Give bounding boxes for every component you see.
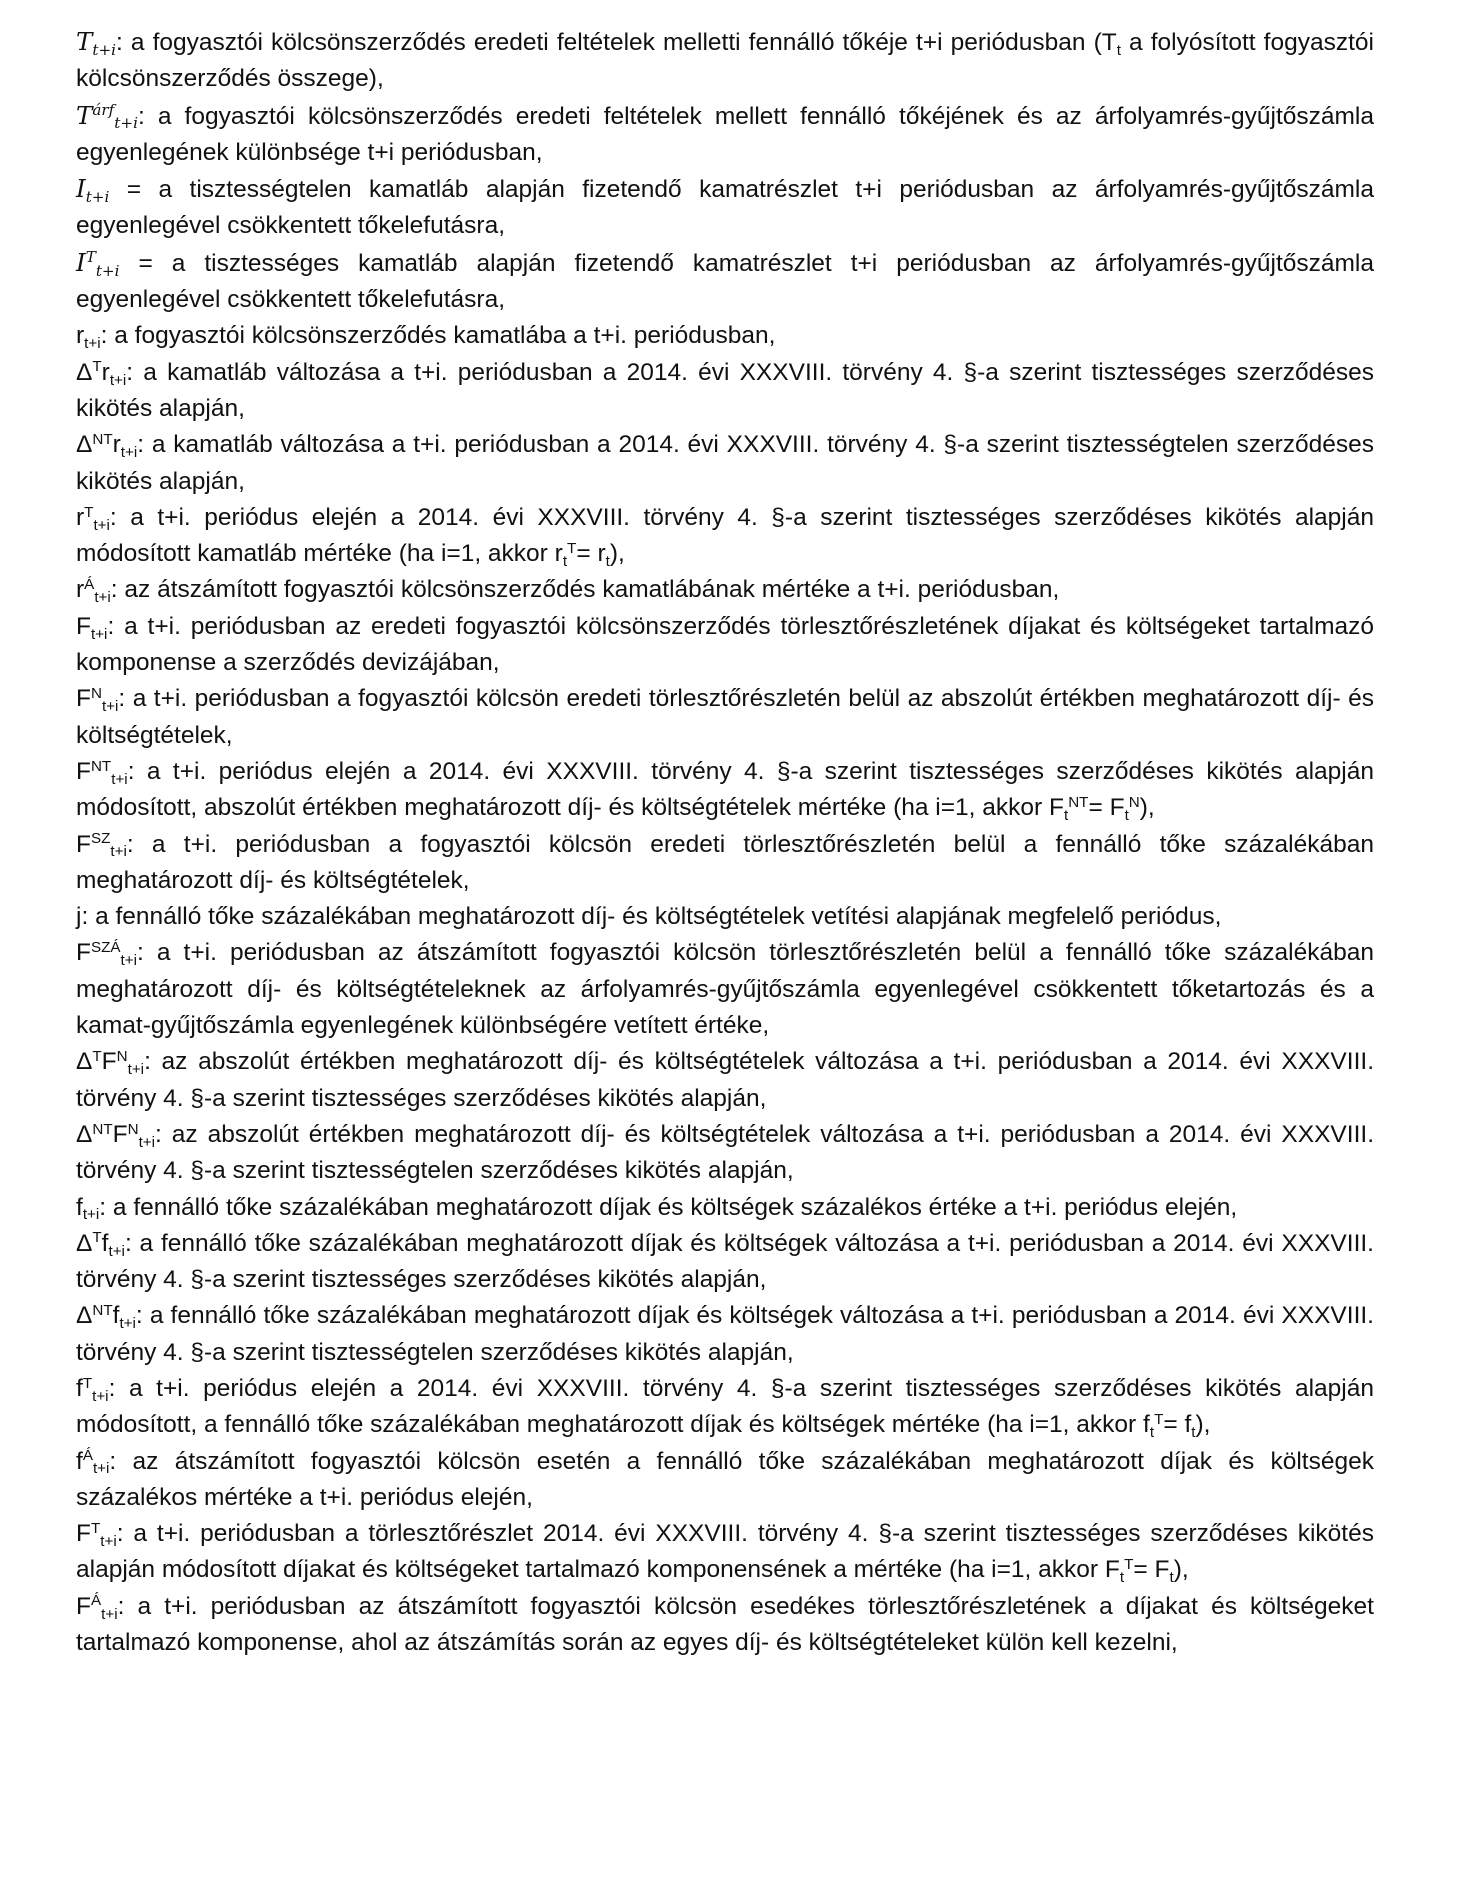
definition-text: : az abszolút értékben meghatározott díj- és költségtételek változása a t+i. periódusban a 2014. évi XXXVIII. törvény 4. §-a szerint tisztességes szerződéses kikötés alapján, (76, 1048, 1374, 1112)
definition-item (76, 355, 1374, 428)
symbol-superscript: T (84, 503, 94, 521)
symbol-subscript: t+i (101, 698, 119, 716)
definition-symbol (76, 685, 119, 716)
definition-symbol (76, 1193, 100, 1224)
symbol-letter: a folyósított fogyasztói kölcsönszerződés összege), (76, 29, 1374, 93)
definition-text: : a t+i. periódusban az eredeti fogyasztói kölcsönszerződés törlesztőrészletének díjakat és költségeket tartalmazó komponense a szerződés devizájában, (76, 612, 1374, 677)
symbol-subscript: t+i (100, 1533, 117, 1551)
symbol-letter: I (76, 247, 86, 277)
symbol-letter: F (101, 1048, 117, 1076)
definition-text: : a fennálló tőke százalékában meghatározott díjak és költségek százalékos értéke a t+i. periódus elején, (99, 1193, 1238, 1221)
definition-text: = a tisztességtelen kamatláb alapján fizetendő kamatrészlet t+i periódusban az árfolyamrés-gyűjtőszámla egyenlegével csökkentett tőkelefutásra, (76, 176, 1374, 240)
symbol-subscript: t (1169, 1569, 1174, 1587)
definition-item (76, 1190, 1374, 1226)
symbol-letter: F (76, 1592, 91, 1620)
symbol-superscript: T (567, 539, 577, 557)
definition-symbol (76, 503, 110, 534)
definitions-list (76, 24, 1374, 1661)
symbol-letter: r (101, 358, 110, 386)
symbol-letter: r (76, 576, 85, 604)
symbol-letter: F (76, 830, 91, 858)
symbol-superscript: NT (1068, 793, 1089, 811)
definition-item (76, 572, 1374, 608)
definition-text: : a fogyasztói kölcsönszerződés eredeti feltételek mellett fennálló tőkéjének és az árfolyamrés-gyűjtőszámla egyenlegének különbsége t+i periódusban, (76, 102, 1374, 166)
symbol-subscript: t+i (138, 1133, 156, 1151)
definition-symbol (76, 1302, 136, 1333)
definition-item (76, 754, 1374, 827)
symbol-letter: = F (1133, 1556, 1170, 1584)
symbol-subscript: t (1063, 807, 1069, 825)
symbol-letter: Δ (76, 1048, 93, 1076)
definition-symbol (76, 174, 110, 207)
symbol-letter: Δ (76, 1229, 93, 1257)
symbol-superscript: T (92, 1229, 102, 1247)
symbol-subscript: t (1124, 807, 1129, 825)
definition-symbol (76, 757, 128, 788)
definition-item (76, 427, 1374, 500)
symbol-letter: ), (1195, 1411, 1211, 1439)
symbol-subscript: t+i (127, 1061, 145, 1079)
definition-symbol (76, 830, 127, 861)
symbol-letter: f (76, 1374, 83, 1402)
symbol-superscript: T (85, 248, 96, 267)
symbol-subscript: t+i (101, 1605, 118, 1623)
definition-text: : a kamatláb változása a t+i. periódusban a 2014. évi XXXVIII. törvény 4. §-a szerint tisztességes szerződéses kikötés alapján, (76, 358, 1374, 422)
symbol-letter: Δ (76, 1302, 93, 1330)
symbol-letter: r (76, 503, 85, 531)
definition-text: : az átszámított fogyasztói kölcsön esetén a fennálló tőke százalékában meghatározott díjak és költségek százalékos mértéke a t+i. periódus elején, (76, 1447, 1374, 1511)
symbol-superscript: T (82, 1374, 93, 1392)
definition-item (76, 1371, 1374, 1444)
definition-text: : az abszolút értékben meghatározott díj- és költségtételek változása a t+i. periódusban a 2014. évi XXXVIII. törvény 4. §-a szerint tisztességtelen szerződéses kikötés alapján, (76, 1120, 1374, 1185)
definition-item (76, 1516, 1374, 1589)
symbol-letter: f (101, 1229, 109, 1257)
symbol-superscript: T (92, 358, 102, 376)
symbol-subscript: t (1191, 1424, 1196, 1442)
definition-item (76, 500, 1374, 573)
symbol-superscript: Á (84, 576, 95, 594)
definition-symbol (76, 612, 108, 643)
definition-text: : a fennálló tőke százalékában meghatározott díjak és költségek változása a t+i. periódusban a 2014. évi XXXVIII. törvény 4. §-a szerint tisztességes szerződéses kikötés alapján, (76, 1229, 1374, 1294)
symbol-superscript: N (116, 1047, 128, 1065)
symbol-superscript: N (127, 1120, 139, 1138)
symbol-superscript: Á (90, 1592, 102, 1610)
definition-item (76, 1298, 1374, 1371)
symbol-letter: F (76, 1520, 91, 1548)
definition-item (76, 609, 1374, 682)
symbol-subscript: t (605, 553, 610, 571)
symbol-subscript: t+i (120, 952, 137, 970)
definition-item (76, 1044, 1374, 1117)
symbol-subscript: t (562, 553, 568, 571)
definition-item (76, 1226, 1374, 1299)
definition-text: : a t+i. periódusban a törlesztőrészlet 2014. évi XXXVIII. törvény 4. §-a szerint tisztességes szerződéses kikötés alapján módosított díjakat és költségeket tartalmazó komponensének a mértéke (ha i=1, akkor F (76, 1520, 1374, 1584)
definition-text: : a fogyasztói kölcsönszerződés eredeti feltételek melletti fennálló tőkéje t+i periódusban (T (116, 29, 1117, 56)
symbol-letter: f (112, 1302, 120, 1330)
definition-symbol (76, 1047, 145, 1079)
definition-item (76, 24, 1374, 98)
symbol-superscript: N (90, 685, 102, 702)
symbol-subscript: t+i (92, 1387, 109, 1405)
symbol-superscript: T (1154, 1410, 1164, 1428)
symbol-letter: Δ (76, 431, 93, 459)
definition-text: : a t+i. periódus elején a 2014. évi XXXVIII. törvény 4. §-a szerint tisztességes szerződéses kikötés alapján módosított, a fennálló tőke százalékában meghatározott díjak és költségek mértéke (ha i=1, akkor f (76, 1374, 1374, 1439)
definition-text: : a t+i. periódusban az átszámított fogyasztói kölcsön esedékes törlesztőrészletének a díjakat és költségeket tartalmazó komponense, ahol az átszámítás során az egyes díj- és költségtételeket külön kell kezelni, (76, 1592, 1374, 1657)
symbol-subscript: t+i (93, 516, 110, 534)
symbol-subscript: t+i (109, 371, 127, 389)
definition-symbol (76, 322, 101, 353)
symbol-letter: r (76, 322, 85, 350)
symbol-letter: f (76, 1193, 83, 1221)
symbol-superscript: T (92, 1047, 102, 1065)
symbol-subscript: t+i (84, 335, 101, 353)
symbol-letter: T (76, 100, 93, 130)
symbol-superscript: N (1128, 793, 1140, 811)
definition-symbol (76, 358, 127, 389)
definition-item (76, 1444, 1374, 1517)
definition-symbol (76, 1592, 118, 1623)
symbol-subscript: t+i (90, 625, 108, 643)
symbol-subscript: t+i (92, 40, 117, 59)
symbol-superscript: Á (82, 1447, 93, 1465)
symbol-superscript: NT (92, 1120, 113, 1138)
symbol-subscript: t+i (94, 589, 111, 607)
symbol-subscript: t+i (92, 1460, 110, 1478)
symbol-superscript: T (90, 1519, 101, 1537)
definition-text: : a t+i. periódusban az átszámított fogyasztói kölcsön törlesztőrészletén belül a fennálló tőke százalékában meghatározott díj- és költségtételeknek az árfolyamrés-gyűjtőszámla egyenlegével csökkentett tőketartozás és a kamat-gyűjtőszámla egyenlegének különbségére vetített értéke, (76, 939, 1374, 1040)
symbol-letter: T (76, 27, 93, 56)
symbol-letter: = F (1088, 794, 1125, 822)
definition-symbol (76, 430, 138, 462)
definition-item (76, 899, 1374, 935)
symbol-letter: I (76, 174, 86, 204)
definition-text: = a tisztességes kamatláb alapján fizetendő kamatrészlet t+i periódusban az árfolyamrés-gyűjtőszámla egyenlegével csökkentett tőkelefutásra, (76, 249, 1374, 314)
definition-item (76, 98, 1374, 172)
symbol-letter: Δ (76, 1120, 93, 1148)
definition-symbol (76, 1447, 110, 1478)
definition-symbol (76, 247, 120, 280)
symbol-letter: = f (1163, 1411, 1192, 1439)
definition-text: : a fennálló tőke százalékában meghatározott díj- és költségtételek vetítési alapjának megfelelő periódus, (81, 903, 1222, 931)
symbol-superscript: árf (92, 101, 115, 120)
definition-item (76, 1117, 1374, 1190)
definition-item (76, 681, 1374, 754)
definition-item (76, 171, 1374, 245)
symbol-subscript: t (1116, 41, 1121, 59)
definition-item (76, 245, 1374, 319)
symbol-letter: F (112, 1120, 128, 1148)
symbol-superscript: NT (90, 757, 112, 775)
definition-text: : a t+i. periódus elején a 2014. évi XXXVIII. törvény 4. §-a szerint tisztességes szerződéses kikötés alapján módosított, abszolút értékben meghatározott díj- és költségtételek mértéke (ha i=1, akkor F (76, 757, 1374, 822)
definition-text: : a t+i. periódusban a fogyasztói kölcsön eredeti törlesztőrészletén belül a fennálló tőke százalékában meghatározott díj- és költségtételek, (76, 830, 1374, 894)
definition-symbol (76, 1229, 125, 1260)
symbol-letter: f (76, 1447, 83, 1475)
definition-text: : a fogyasztói kölcsönszerződés kamatlába a t+i. periódusban, (100, 322, 776, 350)
symbol-letter: F (76, 757, 91, 785)
definition-item (76, 827, 1374, 900)
definition-symbol (76, 27, 117, 59)
symbol-letter: F (76, 612, 91, 640)
definition-text: : a t+i. periódusban a fogyasztói kölcsön eredeti törlesztőrészletén belül az abszolút értékben meghatározott díj- és költségtételek, (76, 685, 1374, 749)
symbol-superscript: NT (92, 1302, 113, 1320)
symbol-subscript: t (1149, 1424, 1155, 1442)
symbol-subscript: t+i (114, 114, 138, 133)
symbol-letter: = r (576, 540, 606, 568)
definition-text: : a fennálló tőke százalékában meghatározott díjak és költségek változása a t+i. periódusban a 2014. évi XXXVIII. törvény 4. §-a szerint tisztességtelen szerződéses kikötés alapján, (76, 1302, 1374, 1366)
definition-symbol (76, 1519, 117, 1551)
definition-item (76, 935, 1374, 1044)
symbol-subscript: t+i (95, 261, 120, 280)
symbol-letter: F (76, 939, 91, 967)
definition-symbol (76, 100, 138, 133)
symbol-letter: r (112, 431, 121, 459)
symbol-subscript: t+i (108, 1242, 125, 1260)
definition-symbol (76, 1120, 156, 1151)
symbol-subscript: t (1119, 1569, 1125, 1587)
symbol-letter: F (76, 685, 91, 713)
definition-item (76, 318, 1374, 354)
definition-symbol (76, 576, 111, 607)
symbol-subscript: t+i (111, 770, 128, 788)
symbol-subscript: t+i (110, 843, 127, 861)
definition-symbol (76, 1374, 109, 1405)
symbol-superscript: SZÁ (90, 939, 121, 957)
symbol-letter: ), (1173, 1556, 1189, 1584)
definition-item (76, 1589, 1374, 1662)
symbol-subscript: t+i (119, 1315, 136, 1333)
symbol-letter: j (76, 903, 82, 931)
symbol-superscript: SZ (90, 830, 111, 848)
symbol-superscript: T (1124, 1556, 1134, 1574)
symbol-letter: ), (609, 540, 625, 568)
symbol-subscript: t+i (85, 188, 110, 207)
symbol-letter: ), (1139, 794, 1155, 822)
definition-text: : az átszámított fogyasztói kölcsönszerződés kamatlábának mértéke a t+i. periódusban, (110, 576, 1060, 604)
definition-text: : a kamatláb változása a t+i. periódusban a 2014. évi XXXVIII. törvény 4. §-a szerint tisztességtelen szerződéses kikötés alapján, (76, 431, 1374, 495)
symbol-letter: Δ (76, 358, 93, 386)
symbol-subscript: t+i (120, 444, 138, 462)
symbol-superscript: NT (92, 430, 113, 448)
definition-symbol (76, 939, 137, 970)
symbol-subscript: t+i (82, 1206, 100, 1224)
definition-text: : a t+i. periódus elején a 2014. évi XXXVIII. törvény 4. §-a szerint tisztességes szerződéses kikötés alapján módosított kamatláb mértéke (ha i=1, akkor r (76, 503, 1374, 568)
